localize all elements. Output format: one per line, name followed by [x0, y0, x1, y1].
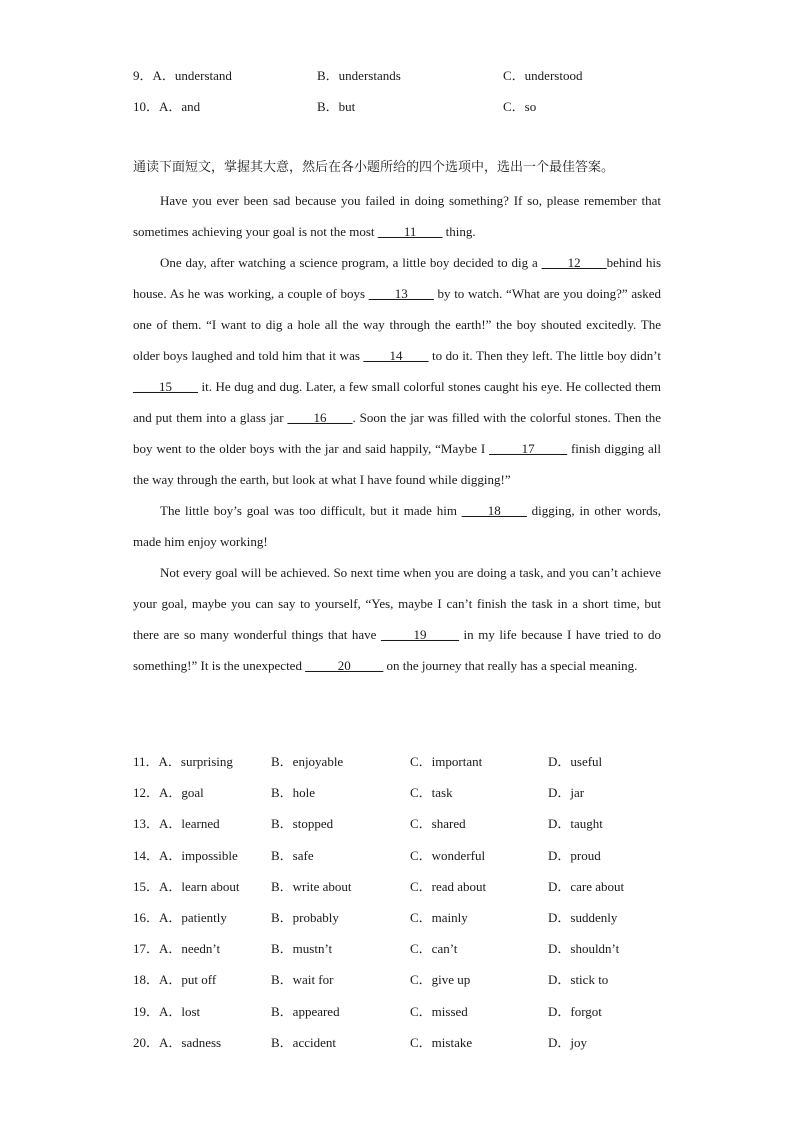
option-12d: D．jar [548, 785, 585, 800]
blank-20: _____20_____ [305, 658, 384, 673]
option-18d: D．stick to [548, 972, 609, 987]
option-17b: B．mustn’t [271, 941, 333, 956]
blank-16: ____16____ [287, 410, 353, 425]
question-9-options [133, 66, 773, 86]
question-14-options [133, 846, 693, 866]
option-17a: 17．A．needn’t [133, 941, 221, 956]
option-9b: B．understands [317, 68, 401, 83]
blank-11: ____11____ [377, 224, 443, 239]
option-12b: B．hole [271, 785, 316, 800]
reading-passage [133, 185, 661, 681]
section-instruction: 通读下面短文，掌握其大意，然后在各小题所给的四个选项中，选出一个最佳答案。 [133, 160, 615, 175]
option-14a: 14．A．impossible [133, 848, 238, 863]
question-19-options [133, 1002, 693, 1022]
option-20c: C．mistake [410, 1035, 473, 1050]
passage-paragraph-4: Not every goal will be achieved. So next time when you are doing a task, and you can’t achieve your goal, maybe you can say to yourself, “Yes, maybe I can’t finish the task in a short time, but there are so many wonderful things that have _____19_____ in my life because I have tried to do something!” It is the unexpected _____20_____ on the journey that really has a special meaning. [133, 565, 661, 673]
option-19a: 19．A．lost [133, 1004, 201, 1019]
option-11a: 11．A．surprising [133, 754, 233, 769]
option-19d: D．forgot [548, 1004, 602, 1019]
question-15-options [133, 877, 693, 897]
option-15b: B．write about [271, 879, 352, 894]
blank-13: ____13____ [368, 286, 434, 301]
option-13b: B．stopped [271, 816, 334, 831]
passage-paragraph-2: One day, after watching a science program, a little boy decided to dig a ____12____behind his house. As he was working, a couple of boys ____13____ by to watch. “What are you doing?” asked one of them. “I want to dig a hole all the way through the earth!” the boy shouted excitedly. The older boys laughed and told him that it was ____14____ to do it. Then they left. The little boy didn’t ____15____ it. He dug and dug. Later, a few small colorful stones caught his eye. He collected them and put them into a glass jar ____16____. Soon the jar was filled with the colorful stones. Then the boy went to the older boys with the jar and said happily, “Maybe I _____17_____ finish digging all the way through the earth, but look at what I have found while digging!” [133, 255, 662, 487]
option-9c: C．understood [503, 68, 583, 83]
blank-14: ____14____ [363, 348, 429, 363]
option-19c: C．missed [410, 1004, 468, 1019]
option-15c: C．read about [410, 879, 487, 894]
question-17-options [133, 939, 693, 959]
blank-18: ____18____ [461, 503, 527, 518]
option-16a: 16．A．patiently [133, 910, 227, 925]
option-18a: 18．A．put off [133, 972, 217, 987]
blank-17: _____17_____ [489, 441, 568, 456]
option-10b: B．but [317, 99, 356, 114]
option-12c: C．task [410, 785, 453, 800]
option-17c: C．can’t [410, 941, 458, 956]
option-14b: B．safe [271, 848, 314, 863]
option-11b: B．enjoyable [271, 754, 344, 769]
question-12-options [133, 783, 693, 803]
question-10-options [133, 97, 773, 117]
option-12a: 12．A．goal [133, 785, 204, 800]
option-19b: B．appeared [271, 1004, 340, 1019]
question-18-options [133, 970, 693, 990]
option-13d: D．taught [548, 816, 603, 831]
option-14d: D．proud [548, 848, 601, 863]
option-20b: B．accident [271, 1035, 336, 1050]
option-16c: C．mainly [410, 910, 468, 925]
option-13c: C．shared [410, 816, 466, 831]
option-10c: C．so [503, 99, 537, 114]
question-16-options [133, 908, 693, 928]
option-16b: B．probably [271, 910, 339, 925]
option-15a: 15．A．learn about [133, 879, 240, 894]
option-20d: D．joy [548, 1035, 588, 1050]
option-10a: 10．A．and [133, 99, 201, 114]
option-11d: D．useful [548, 754, 603, 769]
option-18b: B．wait for [271, 972, 334, 987]
question-13-options [133, 814, 693, 834]
option-15d: D．care about [548, 879, 625, 894]
passage-paragraph-1: Have you ever been sad because you failed in doing something? If so, please remember that sometimes achieving your goal is not the most ____11____ thing. [133, 193, 661, 239]
question-20-options [133, 1033, 693, 1053]
blank-19: _____19_____ [380, 627, 459, 642]
option-11c: C．important [410, 754, 483, 769]
blank-15: ____15____ [133, 379, 198, 394]
question-11-options [133, 752, 693, 772]
option-17d: D．shouldn’t [548, 941, 620, 956]
passage-paragraph-3: The little boy’s goal was too difficult, but it made him ____18____ digging, in other words, made him enjoy working! [133, 503, 661, 549]
option-20a: 20．A．sadness [133, 1035, 222, 1050]
option-9a: 9．A．understand [133, 68, 232, 83]
option-16d: D．suddenly [548, 910, 618, 925]
blank-12: ____12____ [541, 255, 607, 270]
option-14c: C．wonderful [410, 848, 486, 863]
option-18c: C．give up [410, 972, 471, 987]
option-13a: 13．A．learned [133, 816, 220, 831]
